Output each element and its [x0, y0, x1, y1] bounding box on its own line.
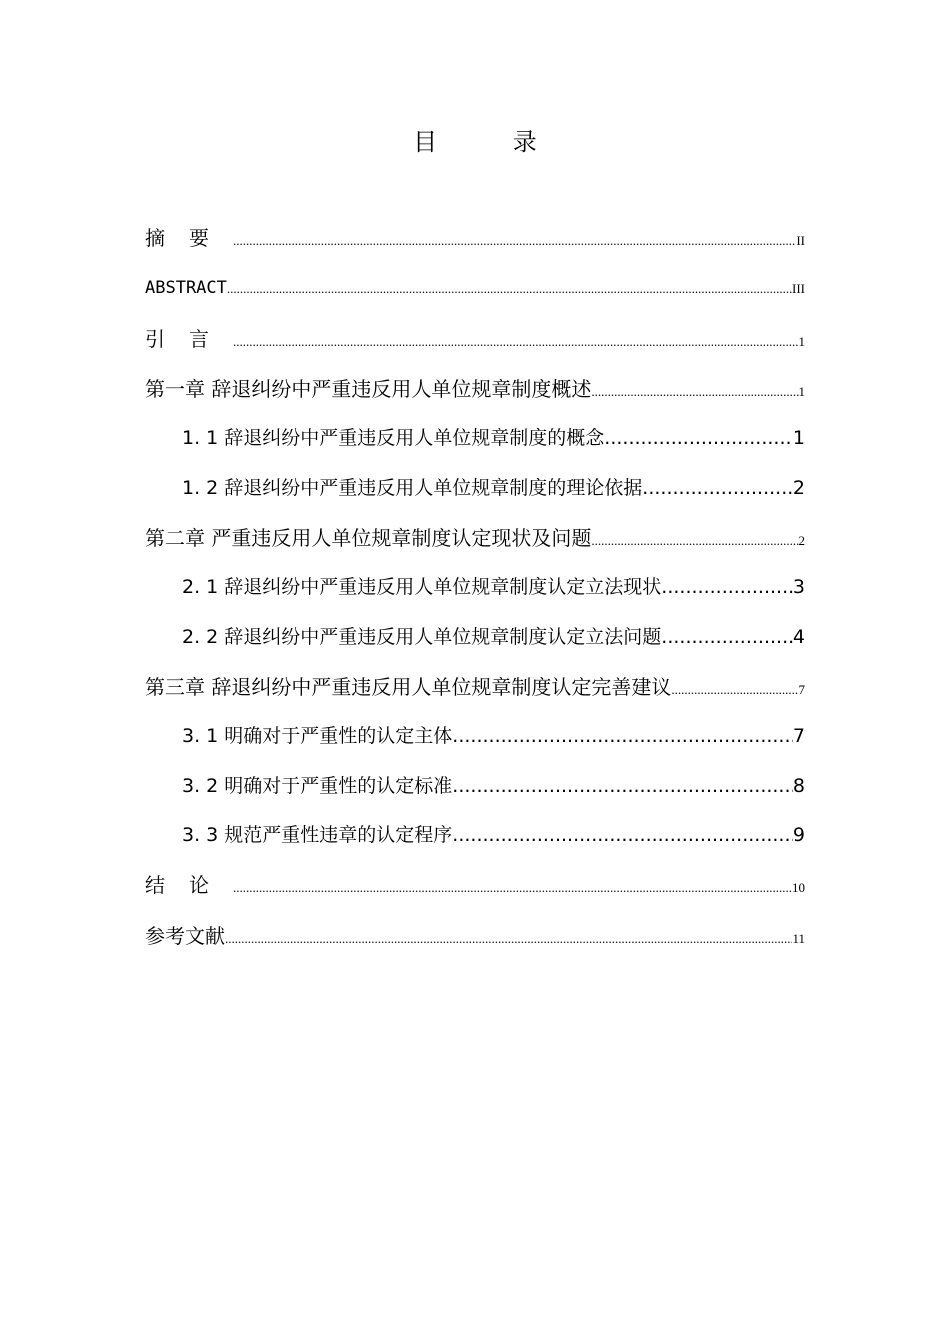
toc-entry-page: 3	[792, 576, 805, 598]
toc-entry-label: 第三章 辞退纠纷中严重违反用人单位规章制度认定完善建议	[145, 675, 672, 699]
toc-entry-label: 引言	[145, 327, 233, 351]
toc-entry-abstract-en[interactable]	[145, 271, 805, 305]
toc-entry-abstract-cn[interactable]	[145, 221, 805, 255]
toc-entry-page: 1	[792, 427, 805, 449]
toc-entry-label: 3. 1 明确对于严重性的认定主体	[182, 725, 453, 747]
toc-leader-dots	[225, 922, 792, 953]
toc-entry-chapter-1[interactable]	[145, 372, 805, 406]
toc-entry-label: 2. 1 辞退纠纷中严重违反用人单位规章制度认定立法现状	[182, 576, 662, 598]
toc-leader-dots	[661, 570, 793, 604]
toc-entry-page: 10	[792, 880, 805, 895]
toc-entry-label: 第二章 严重违反用人单位规章制度认定现状及问题	[145, 526, 592, 550]
toc-entry-page: III	[792, 281, 805, 296]
toc-entry-label: 3. 3 规范严重性违章的认定程序	[182, 824, 453, 846]
toc-entry-section-2-1[interactable]	[182, 570, 805, 604]
toc-leader-dots	[227, 272, 792, 305]
toc-entry-page: 7	[798, 682, 805, 697]
toc-leader-dots	[233, 325, 799, 356]
toc-title: 目 录	[413, 128, 571, 156]
toc-entry-section-2-2[interactable]	[182, 620, 805, 654]
toc-entry-page: 4	[792, 626, 805, 648]
toc-entry-page: 11	[792, 931, 805, 946]
toc-leader-dots	[671, 673, 798, 704]
toc-entry-label: 1. 2 辞退纠纷中严重违反用人单位规章制度的理论依据	[182, 477, 643, 499]
toc-leader-dots	[233, 871, 792, 902]
toc-entry-label: 1. 1 辞退纠纷中严重违反用人单位规章制度的概念	[182, 427, 605, 449]
toc-leader-dots	[642, 471, 793, 505]
toc-entry-chapter-2[interactable]	[145, 521, 805, 555]
toc-entry-page: 1	[798, 334, 805, 349]
toc-entry-page: II	[796, 233, 805, 248]
toc-entry-section-1-2[interactable]	[182, 471, 805, 505]
toc-entry-label: 结论	[145, 873, 233, 897]
toc-entry-section-3-1[interactable]	[182, 719, 805, 753]
toc-entry-introduction[interactable]	[145, 322, 805, 356]
toc-leader-dots	[452, 719, 793, 753]
toc-entry-page: 9	[792, 824, 805, 846]
toc-entry-section-1-1[interactable]	[182, 421, 805, 455]
toc-entry-references[interactable]	[145, 919, 805, 953]
toc-entry-label: 第一章 辞退纠纷中严重违反用人单位规章制度概述	[145, 377, 592, 401]
toc-entry-section-3-3[interactable]	[182, 818, 805, 852]
toc-entry-section-3-2[interactable]	[182, 769, 805, 803]
toc-entry-page: 1	[798, 384, 805, 399]
toc-entry-page: 2	[798, 533, 805, 548]
toc-leader-dots	[591, 524, 798, 555]
toc-entry-page: 2	[792, 477, 805, 499]
toc-entry-label: 摘要	[145, 226, 233, 250]
toc-leader-dots	[452, 818, 793, 852]
toc-entry-label: ABSTRACT	[145, 278, 227, 298]
toc-entry-label: 3. 2 明确对于严重性的认定标准	[182, 775, 453, 797]
toc-leader-dots	[661, 620, 793, 654]
toc-leader-dots	[591, 375, 798, 406]
toc-entry-conclusion[interactable]	[145, 868, 805, 902]
toc-entry-page: 8	[792, 775, 805, 797]
toc-leader-dots	[233, 224, 796, 255]
toc-entry-label: 2. 2 辞退纠纷中严重违反用人单位规章制度认定立法问题	[182, 626, 662, 648]
toc-entry-label: 参考文献	[145, 924, 225, 948]
toc-leader-dots	[604, 421, 793, 455]
toc-entry-page: 7	[792, 725, 805, 747]
toc-entry-chapter-3[interactable]	[145, 670, 805, 704]
toc-leader-dots	[452, 769, 793, 803]
